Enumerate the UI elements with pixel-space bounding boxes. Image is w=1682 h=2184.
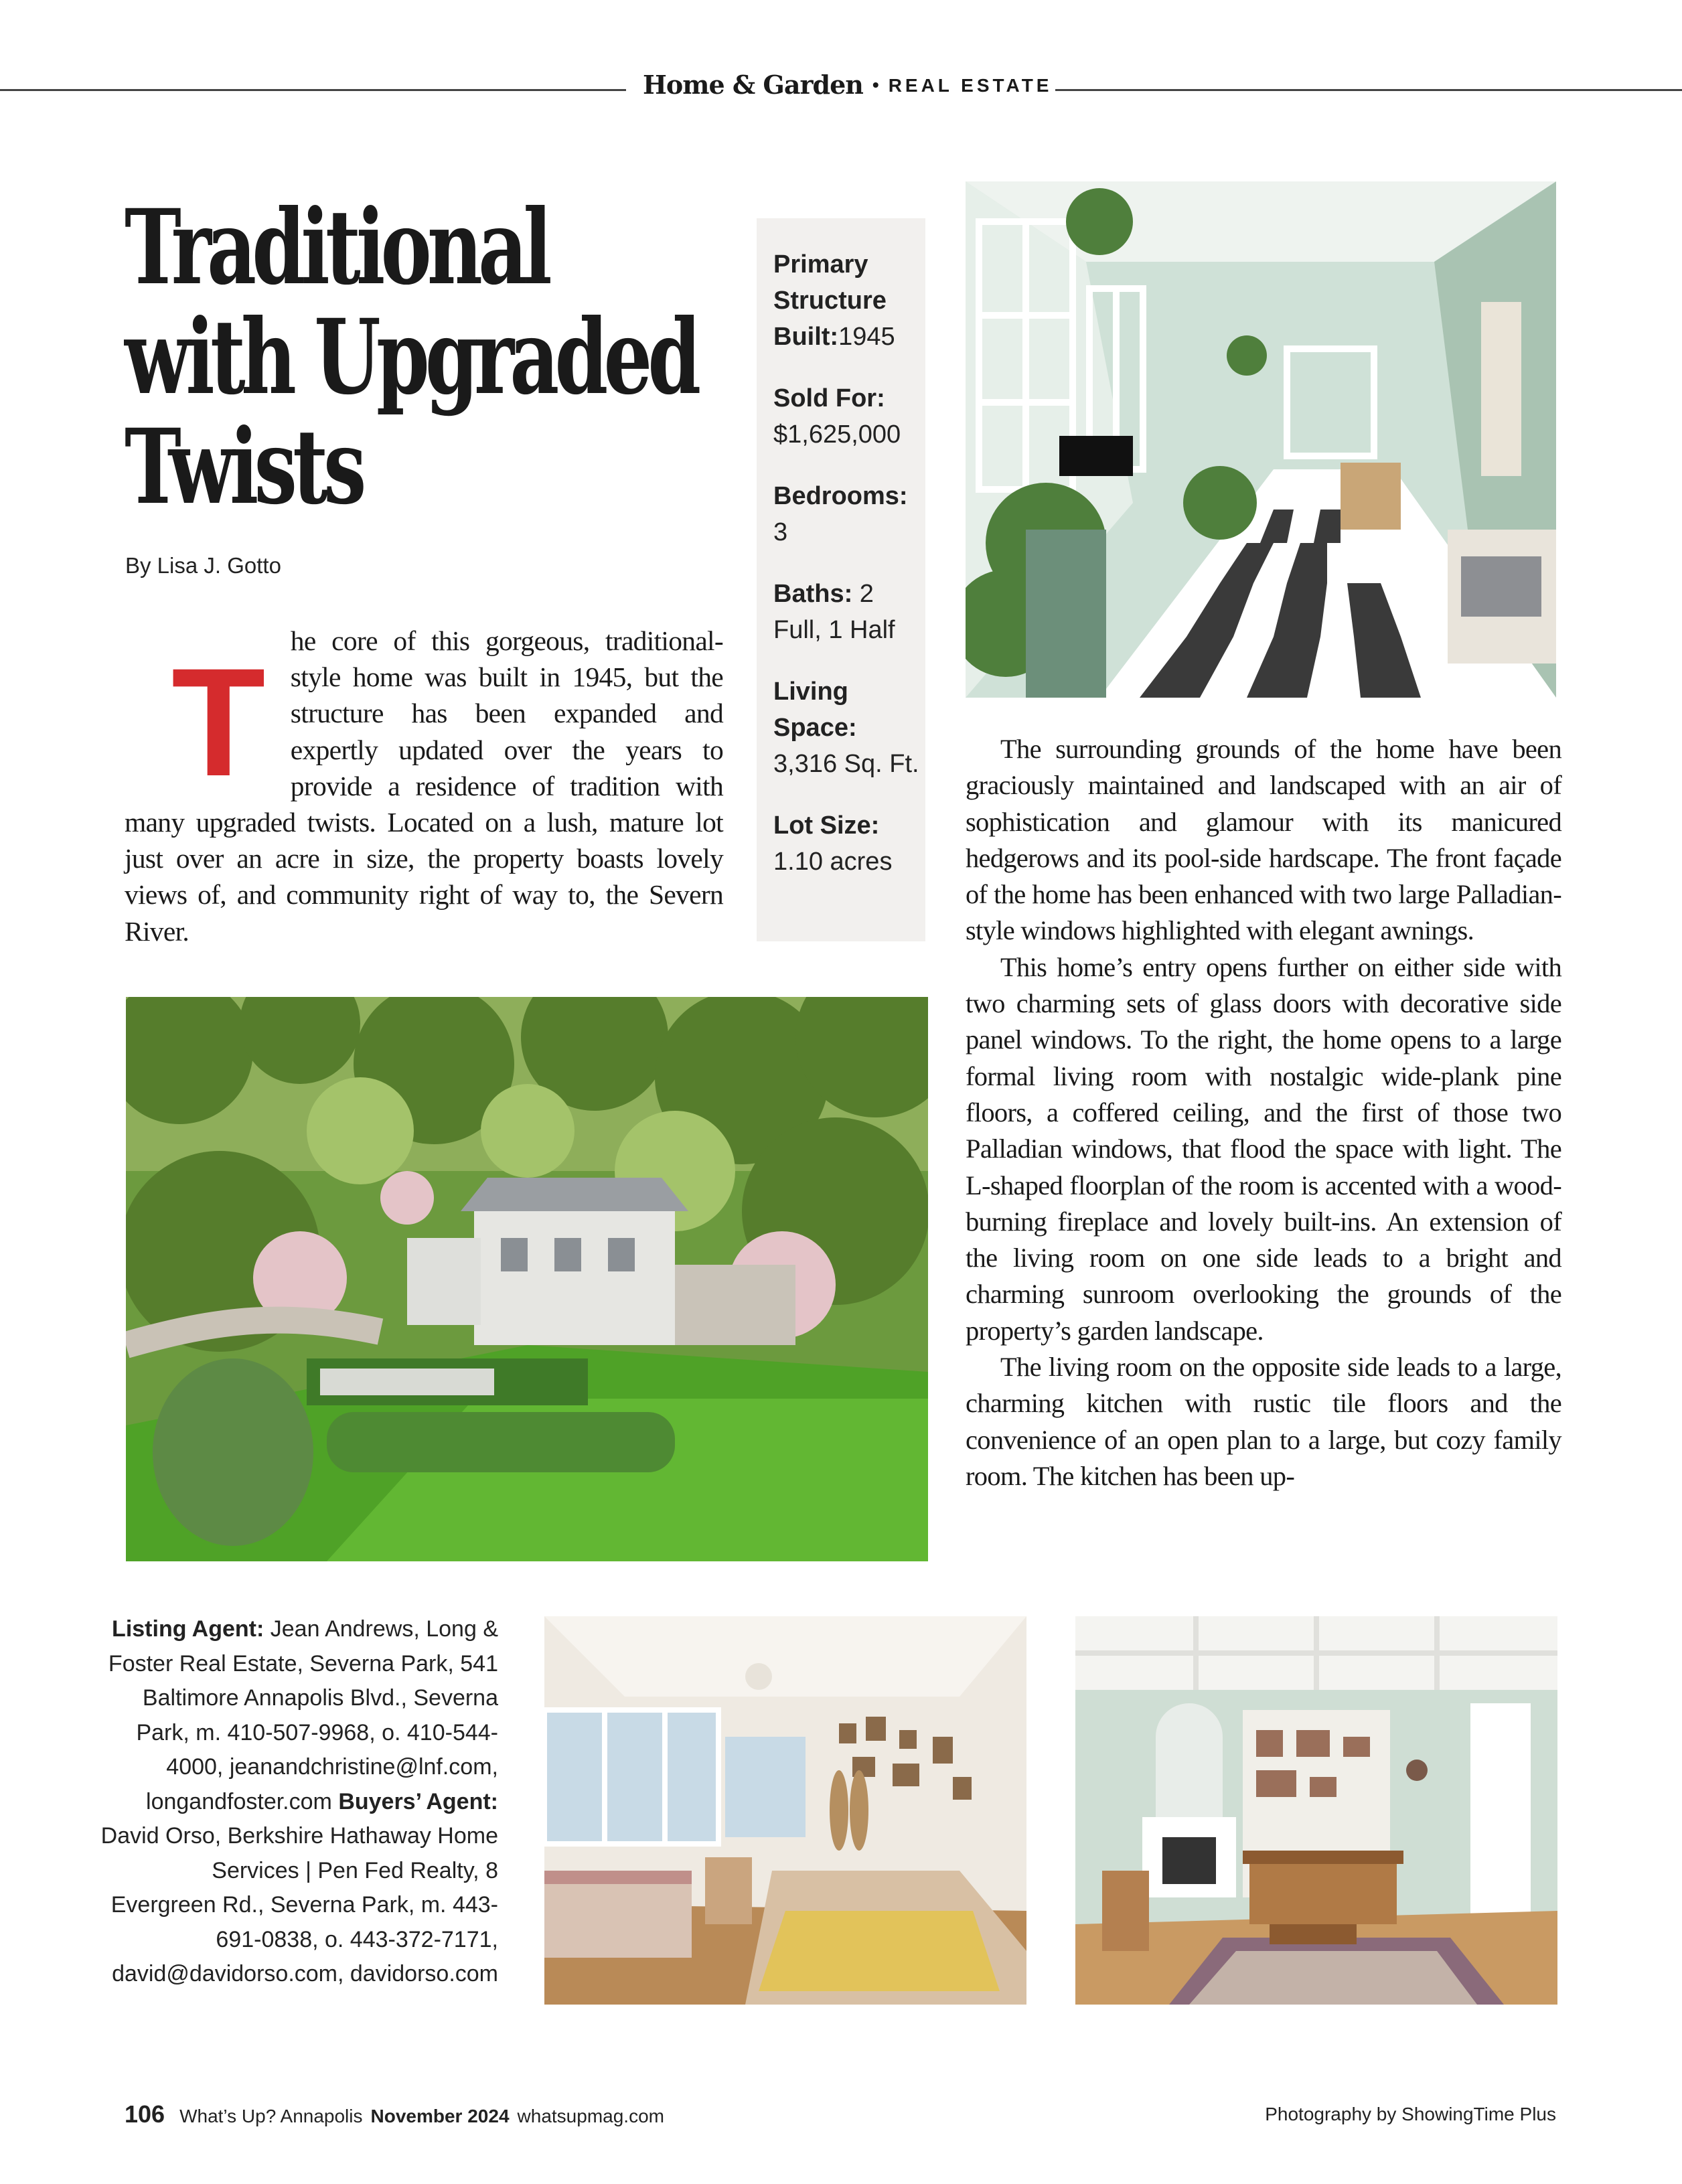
section-name: REAL ESTATE bbox=[888, 75, 1053, 96]
issue-date: November 2024 bbox=[370, 2106, 510, 2126]
buyers-agent-text: David Orso, Berkshire Hathaway Home Services | Pen Fed Realty, 8 Evergreen Rd., Severna Park, m. 443-691-0838, o. 443-372-7171, david@davidorso.com, davidorso.com bbox=[100, 1823, 498, 1986]
byline: By Lisa J. Gotto bbox=[125, 553, 281, 578]
page-number: 106 bbox=[125, 2100, 165, 2128]
bedroom-photo bbox=[544, 1616, 1026, 2005]
agent-info bbox=[100, 1612, 498, 1992]
body-paragraph: The living room on the opposite side leads to a large, charming kitchen with rustic tile floors and the convenience of an open plan to a large, but cozy family room. The kitchen has been up- bbox=[966, 1352, 1561, 1491]
fact-living-space: Living Space: 3,316 Sq. Ft. bbox=[773, 678, 919, 778]
title-line: Traditional bbox=[125, 187, 548, 308]
fact-lot-size: Lot Size: 1.10 acres bbox=[773, 811, 893, 876]
website: whatsupmag.com bbox=[517, 2106, 664, 2126]
lead-paragraph bbox=[125, 623, 723, 949]
fact-baths: Baths: 2 Full, 1 Half bbox=[773, 580, 895, 644]
aerial-house-photo bbox=[126, 997, 928, 1561]
drop-cap: T bbox=[171, 636, 265, 808]
title-line: Twists bbox=[125, 406, 362, 528]
title-line: with Upgraded bbox=[125, 297, 697, 418]
property-facts-box bbox=[757, 218, 925, 941]
living-room-piano-photo bbox=[1075, 1616, 1557, 2005]
sunroom-photo bbox=[966, 181, 1556, 698]
header-rule-right bbox=[1055, 89, 1682, 91]
article-body bbox=[966, 731, 1561, 1494]
photo-credit: Photography by ShowingTime Plus bbox=[1265, 2104, 1556, 2124]
fact-bedrooms: Bedrooms: 3 bbox=[773, 482, 908, 546]
header-separator: • bbox=[872, 74, 879, 95]
body-paragraph: The surrounding grounds of the home have been graciously maintained and landscaped with an air of sophistication and glamour with its manicured hedgerows and its pool-side hardscape. The front façade of the home has been enhanced with two large Palladian-style windows highlighted with elegant awnings. bbox=[966, 734, 1561, 946]
listing-agent-text: Jean Andrews, Long & Foster Real Estate, Severna Park, 541 Baltimore Annapolis Blvd., Severna Park, m. 410-507-9968, o. 410-544-4000, jeanandchristine@lnf.com, longandfoster.com bbox=[108, 1616, 498, 1814]
section-header bbox=[643, 70, 1053, 110]
page-footer bbox=[125, 2100, 664, 2128]
brand-name: Home & Garden bbox=[643, 70, 863, 100]
buyers-agent-label: Buyers’ Agent: bbox=[338, 1788, 498, 1814]
lead-text: he core of this gorgeous, traditional-style home was built in 1945, but the structure has been expanded and expertly updated over the years to provide a residence of tradition with many upgraded twists. Located on a lush, mature lot just over an acre in size, the property boasts lovely views of, and community right of way to, the Severn River. bbox=[125, 625, 723, 947]
publication-name: What’s Up? Annapolis bbox=[179, 2106, 363, 2126]
article-title bbox=[125, 187, 697, 528]
header-rule-left bbox=[0, 89, 626, 91]
listing-agent-label: Listing Agent: bbox=[112, 1616, 264, 1642]
fact-sold-for: Sold For: $1,625,000 bbox=[773, 384, 901, 449]
body-paragraph: This home’s entry opens further on either side with two charming sets of glass doors with decorative side panel windows. To the right, the home opens to a large formal living room with nostalgic wide-plank pine floors, a coffered ceiling, and the first of those two Palladian windows, that flood the space with light. The L-shaped floorplan of the room is accented with a wood-burning fireplace and lovely built-ins. An extension of the living room on one side leads to a bright and charming sunroom overlooking the grounds of the property’s garden landscape. bbox=[966, 951, 1561, 1346]
fact-built: Primary Structure Built:1945 bbox=[773, 250, 895, 351]
